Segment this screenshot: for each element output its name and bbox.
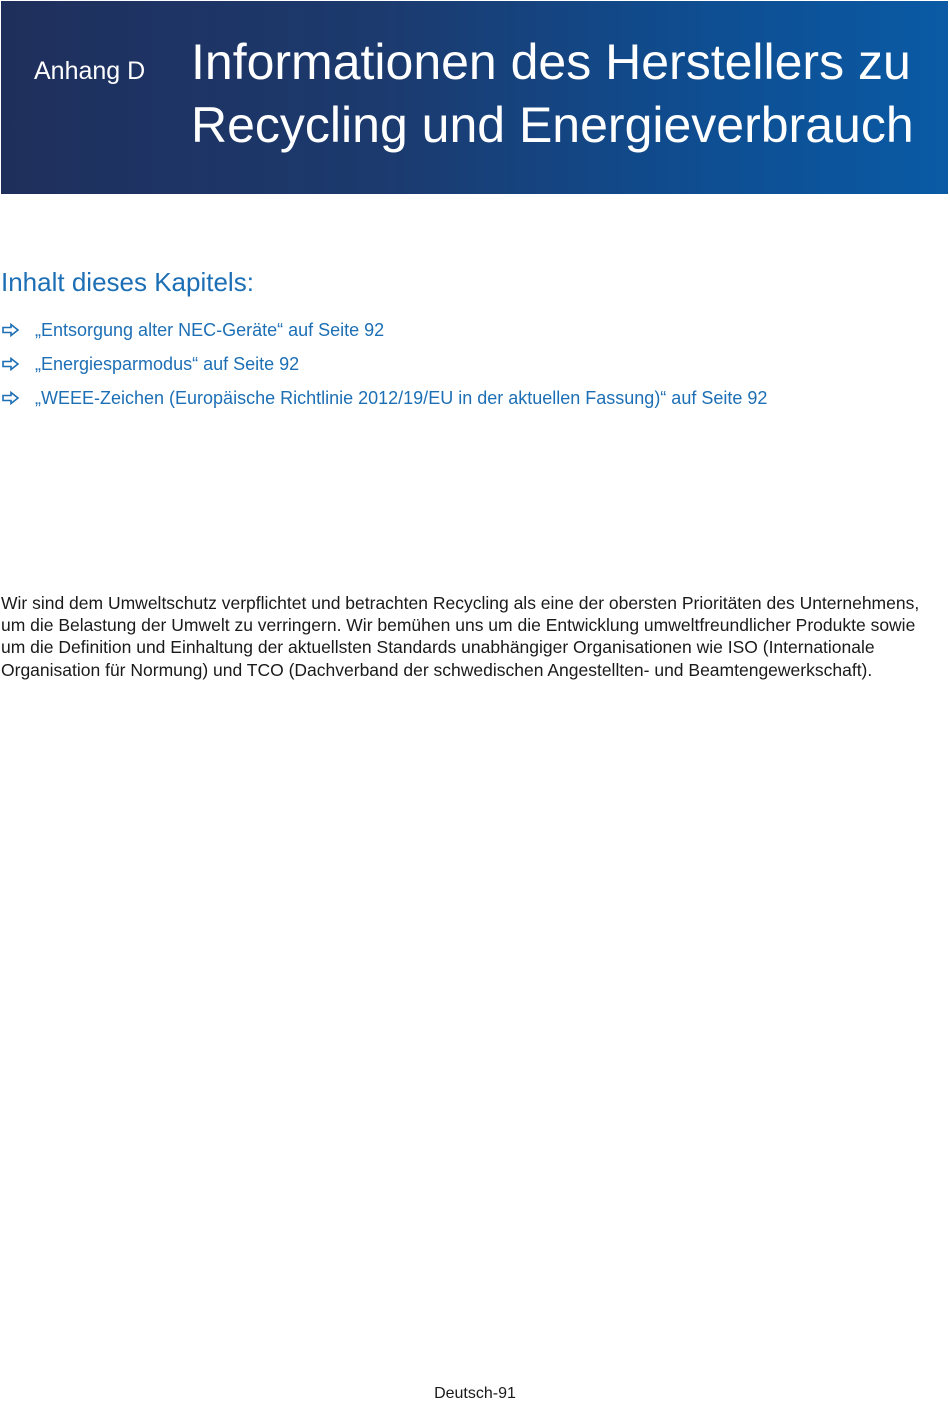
contents-item-label[interactable]: „WEEE-Zeichen (Europäische Richtlinie 2012/19/EU in der aktuellen Fassung)“ auf Seite 92 — [35, 387, 768, 408]
arrow-right-icon — [1, 323, 21, 337]
contents-item-weee[interactable] — [0, 381, 767, 415]
contents-item-disposal[interactable] — [0, 313, 767, 347]
arrow-right-icon — [1, 391, 21, 405]
contents-heading: Inhalt dieses Kapitels: — [1, 267, 254, 297]
page-number: Deutsch-91 — [434, 1385, 516, 1402]
intro-paragraph: Wir sind dem Umweltschutz verpflichtet und betrachten Recycling als eine der obersten Prioritäten des Unternehmens, um die Belastung der Umwelt zu verringern. Wir bemühen uns um die Entwicklung umweltfreundlicher Produkte sowie um die Definition und Einhaltung der aktuellsten Standards unabhängiger Organisationen wie ISO (Internationale Organisation für Normung) und TCO (Dachverband der schwedischen Angestellten- und Beamtengewerkschaft). — [1, 592, 920, 680]
contents-item-energy-saving[interactable] — [0, 347, 767, 381]
chapter-title-line-2: Recycling und Energieverbrauch — [191, 97, 914, 153]
appendix-label: Anhang D — [34, 57, 146, 85]
chapter-banner — [1, 1, 948, 194]
contents-item-label[interactable]: „Energiesparmodus“ auf Seite 92 — [35, 353, 300, 374]
contents-list — [0, 313, 767, 415]
chapter-title-line-1: Informationen des Herstellers zu — [191, 34, 911, 90]
contents-item-label[interactable]: „Entsorgung alter NEC-Geräte“ auf Seite 92 — [35, 319, 385, 340]
chapter-title — [191, 31, 914, 157]
arrow-right-icon — [1, 357, 21, 371]
